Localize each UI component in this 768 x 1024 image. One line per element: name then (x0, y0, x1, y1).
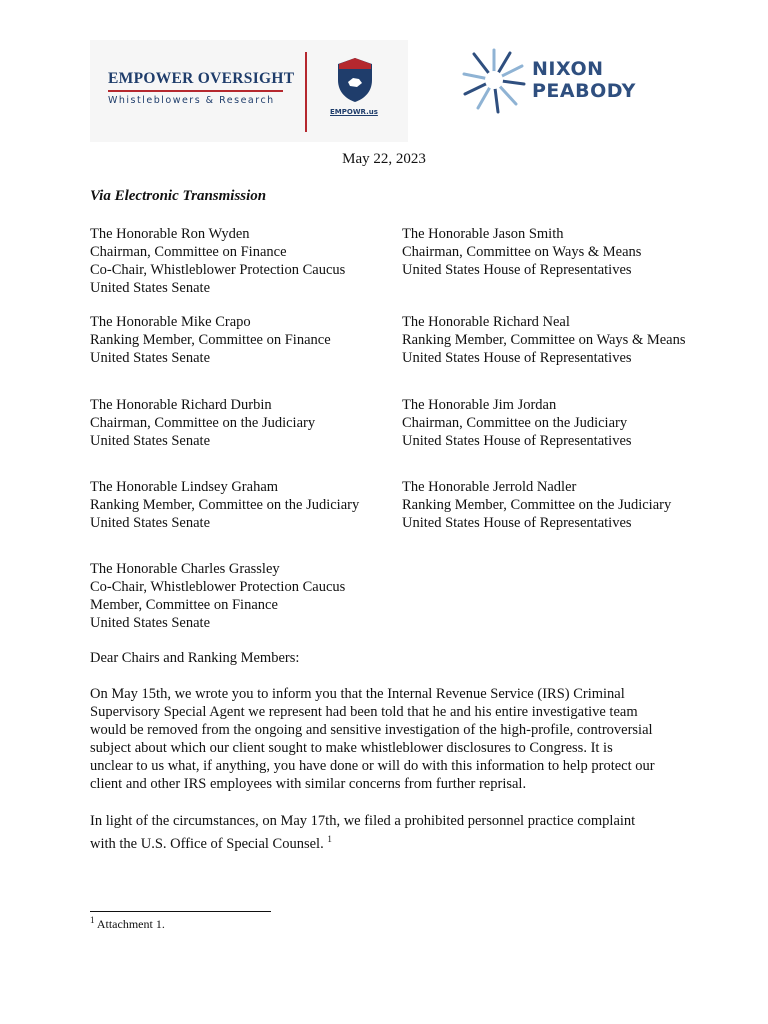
recipient-line: The Honorable Jerrold Nadler (402, 479, 577, 495)
paragraph-line: would be removed from the ongoing and sensitive investigation of the high-profile, controversial (90, 722, 653, 738)
footnote-reference[interactable]: 1 (327, 834, 332, 844)
recipient-line: Ranking Member, Committee on the Judiciary (90, 497, 360, 513)
empower-oversight-logo-text: EMPOWER OVERSIGHT (108, 70, 295, 87)
recipient-line: The Honorable Mike Crapo (90, 314, 251, 330)
recipient-line: The Honorable Charles Grassley (90, 561, 280, 577)
shield-icon (335, 56, 375, 104)
empower-oversight-tagline: Whistleblowers & Research (108, 95, 275, 106)
paragraph-line: client and other IRS employees with similar concerns from further reprisal. (90, 776, 527, 792)
recipient-line: United States House of Representatives (402, 515, 632, 531)
paragraph-line-text: with the U.S. Office of Special Counsel. (90, 835, 324, 852)
recipient-line: Chairman, Committee on the Judiciary (90, 415, 316, 431)
letterhead (90, 40, 408, 142)
recipient-line: Co-Chair, Whistleblower Protection Caucus (90, 262, 346, 278)
recipient-line: United States House of Representatives (402, 433, 632, 449)
paragraph-line: On May 15th, we wrote you to inform you that the Internal Revenue Service (IRS) Criminal (90, 686, 625, 702)
paragraph-line: unclear to us what, if anything, you have done or will do with this information to help protect our (90, 758, 655, 774)
paragraph-line-with-footnote (90, 830, 690, 853)
footnote-marker: 1 (90, 915, 95, 925)
recipient-block-left-1 (90, 225, 345, 297)
np-name-line1: NIXON (532, 58, 604, 80)
nixon-peabody-burst-icon (460, 44, 528, 116)
recipient-line: The Honorable Jim Jordan (402, 397, 557, 413)
recipient-block-left-5 (90, 560, 345, 632)
recipient-line: The Honorable Jason Smith (402, 226, 564, 242)
recipient-line: United States Senate (90, 615, 211, 631)
recipient-line: Ranking Member, Committee on Ways & Means (402, 332, 686, 348)
recipient-block-right-4 (402, 478, 671, 532)
salutation: Dear Chairs and Ranking Members: (90, 650, 300, 666)
footnote-separator (90, 911, 271, 912)
paragraph-line: subject about which our client sought to make whistleblower disclosures to Congress. It is (90, 740, 613, 756)
recipient-line: Ranking Member, Committee on the Judiciary (402, 497, 672, 513)
recipient-line: Member, Committee on Finance (90, 597, 278, 613)
recipient-line: United States House of Representatives (402, 350, 632, 366)
recipient-line: United States Senate (90, 350, 211, 366)
recipient-line: The Honorable Richard Neal (402, 314, 570, 330)
recipient-line: United States Senate (90, 433, 211, 449)
paragraph-line: Supervisory Special Agent we represent had been told that he and his entire investigative team (90, 704, 638, 720)
recipient-line: The Honorable Richard Durbin (90, 397, 272, 413)
recipient-line: Chairman, Committee on Ways & Means (402, 244, 642, 260)
logo-red-rule (108, 90, 283, 92)
np-name-line2: PEABODY (532, 80, 636, 102)
recipient-line: United States Senate (90, 515, 211, 531)
recipient-block-left-4 (90, 478, 359, 532)
delivery-method: Via Electronic Transmission (90, 188, 267, 204)
footnote-text: Attachment 1. (96, 917, 165, 931)
recipient-line: Ranking Member, Committee on Finance (90, 332, 331, 348)
recipient-line: United States Senate (90, 280, 211, 296)
recipient-block-left-2 (90, 313, 331, 367)
empowr-logo-label: EMPOWR.us (330, 108, 378, 116)
recipient-line: The Honorable Ron Wyden (90, 226, 250, 242)
recipient-block-right-3 (402, 396, 632, 450)
recipient-block-right-1 (402, 225, 641, 279)
letter-date: May 22, 2023 (342, 151, 426, 167)
recipient-line: Chairman, Committee on Finance (90, 244, 287, 260)
paragraph-line: In light of the circumstances, on May 17th, we filed a prohibited personnel practice complaint (90, 813, 636, 829)
recipient-line: United States House of Representatives (402, 262, 632, 278)
body-paragraph-2 (90, 812, 690, 853)
recipient-block-left-3 (90, 396, 315, 450)
recipient-line: The Honorable Lindsey Graham (90, 479, 279, 495)
body-paragraph-1 (90, 685, 690, 793)
footnote (90, 915, 165, 932)
nixon-peabody-logo-text (532, 58, 636, 102)
recipient-line: Chairman, Committee on the Judiciary (402, 415, 628, 431)
logo-divider (305, 52, 307, 132)
recipient-block-right-2 (402, 313, 686, 367)
recipient-line: Co-Chair, Whistleblower Protection Caucus (90, 579, 346, 595)
